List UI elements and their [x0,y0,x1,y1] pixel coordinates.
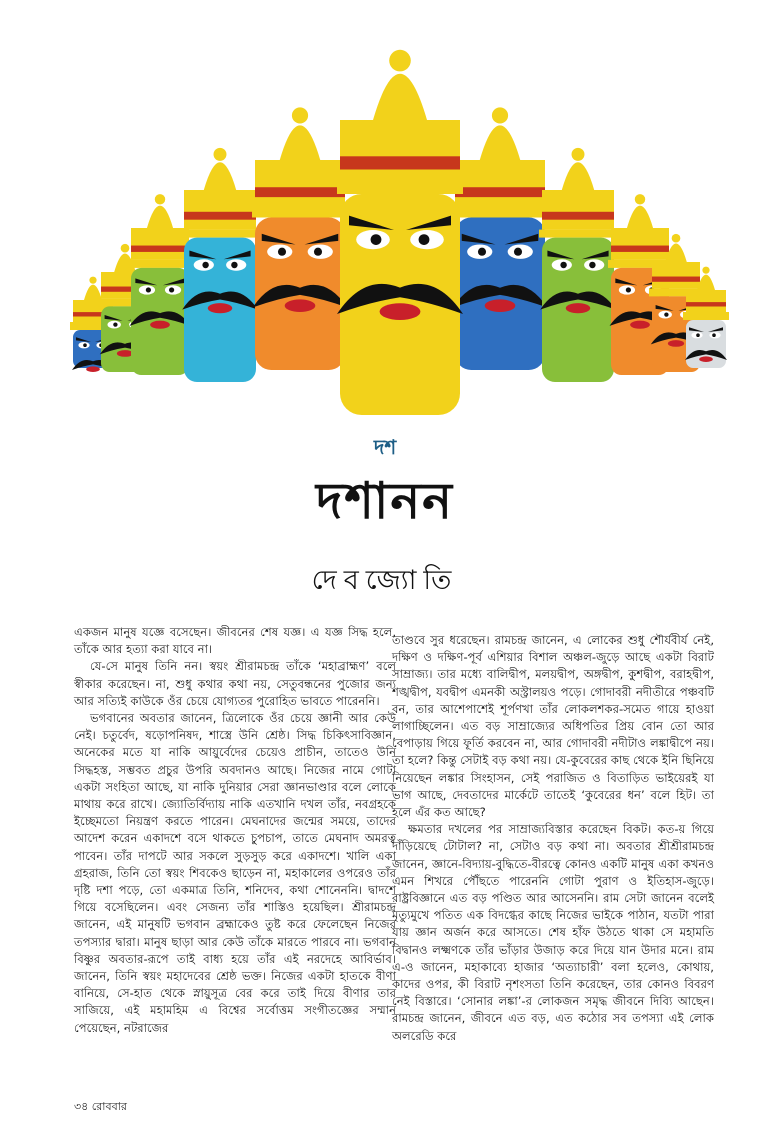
section-kicker: দশ [373,435,397,459]
page-number: ৩৪ [74,1100,89,1113]
crown-knob [89,277,96,284]
crown-rim [252,210,348,218]
crown-band [255,187,345,197]
pupil [146,287,151,292]
crown-rim [181,230,259,238]
crown [184,190,256,230]
crown-spire [562,162,594,190]
pupil [231,262,237,268]
ravana-head [539,148,617,382]
crown-rim [683,312,729,320]
ravana-illustration [0,0,770,420]
article-title: দশানন [315,472,455,530]
crown-band [611,246,669,252]
crown-spire [627,206,653,228]
crown-band [184,212,256,220]
paragraph: ক্ষমতার দখলের পর সাম্রাজ্যবিস্তার করেছেন বিকট। কত-য় গিয়ে দাঁড়িয়েছে টোটাল? না, সেটাও বড় কথা না। অবতার শ্রীশ্রীরামচন্দ্র জানেন, জ্ঞানে-বিদ্যায়-বুদ্ধিতে-বীরত্বে কোনও একটি মানুষ একা কখনও এমন শিখরে পৌঁছতে পারেননি গোটা পুরাণ ও ইতিহাস-জুড়ে। রাষ্ট্রবিজ্ঞানে এত বড় পণ্ডিত আর আসেননি। রাম সেটা জানেন বলেই মৃত্যুমুখে পতিত এক বিদগ্ধের কাছে নিজের ভাইকে পাঠান, যতটা পারা যায় জ্ঞান অর্জন করে আসতে। শেষ হাঁফ উঠতে থাকা সে মহামতি বিদ্বানও লক্ষ্মণকে তাঁর ভাঁড়ার উজাড় করে দিয়ে যান উদার মনে। রাম এ-ও জানেন, মহাকাব্যে হাজার ‘অত্যাচারী’ বলা হলেও, কোথায়, কাদের ওপর, কী বিরাট নৃশংসতা তিনি করেছেন, তার কোনও বিবরণ নেই বিস্তারে। ‘সোনার লঙ্কা’-র লোকজন সমৃদ্ধ জীবনে দিব্যি আছেন। রামচন্দ্র জানেন, জীবনে এত বড়, এত কঠোর সব তপস্যা এই লোক অলরেডি করে [392,822,714,1043]
pupil [696,333,700,337]
crown [611,228,669,260]
pupil [371,234,382,245]
crown-spire [147,206,173,228]
pupil [314,248,322,256]
lips [117,350,133,357]
crown [131,228,189,260]
ravana-head [452,107,548,370]
pupil [712,333,716,337]
crown-knob [672,234,681,243]
lips [566,303,590,313]
publication-name: রোববার [91,1100,127,1113]
crown-knob [121,244,130,253]
pupil [514,248,522,256]
lips [86,366,100,372]
crown-knob [214,148,227,161]
lips [699,356,713,362]
paragraph: একজন মানুষ যজ্ঞে বসেছেন। জীবনের শেষ যজ্ঞ। এ যজ্ঞ সিদ্ধ হলে, তাঁকে আর হত্যা করা যাবে না। [74,625,396,657]
crown-band [340,156,460,169]
crown [542,190,614,230]
crown-spire [84,285,102,300]
crown-spire [204,162,236,190]
crown-knob [155,194,165,204]
crown-spire [480,125,521,160]
column-right [392,632,714,1045]
paragraph: ভগবানের অবতার জানেন, ত্রিলোকে ওঁর চেয়ে জ্ঞানী আর কেউ নেই। চতুর্বেদ, ষড়োপনিষদ, শাস্ত্রে উনি শ্রেষ্ঠ। সিদ্ধ চিকিৎসাবিজ্ঞান, অনেকের মতে যা নাকি আয়ুর্বেদের চেয়েও প্রাচীন, তাতেও উনি সিদ্ধহস্ত, সম্ভবত প্রচুর উপরি অবদানও আছে। নিজের নামে গোটা একটা সংহিতা আছে, যা নাকি দুনিয়ার সেরা জ্ঞানভাণ্ডার বলে লোকে মাথায় করে রাখে। জ্যোতির্বিদ্যায় নাকি এতখানি দখল তাঁর, নবগ্রহকে ইচ্ছেমতো নিয়ন্ত্রণ করতে পারেন। মেঘনাদের জন্মের সময়ে, তাদের আদেশ করেন একাদশে বসে থাকতে চুপচাপ, তাতে মেঘনাদ অমরত্ব পাবেন। তাঁর দাপটে আর সকলে সুড়সুড় করে একাদশে। খালি একা গ্রহরাজ, তিনি তো স্বয়ং শিবকেও ছাড়েন না, মহাকালের ওপরেও তাঁর দৃষ্টি দশা পড়ে, তো একমাত্র তিনি, শনিদেব, কথা শোনেননি। দ্বাদশে গিয়ে বসেছিলেন। এবং সেজন্য তাঁর শাস্তিও হয়েছিল। শ্রীরামচন্দ্র জানেন, এই মানুষটি ভগবান ব্রহ্মাকেও তুষ্ট করে ফেলেছেন নিজের তপস্যার দ্বারা। মানুষ ছাড়া আর কেউ তাঁকে মারতে পারবে না। ভগবান বিষ্ণুর অবতার-রূপে তাই বাধ্য হয়ে তাঁর এই নরদেহে আবির্ভাব। জানেন, তিনি স্বয়ং মহাদেবের শ্রেষ্ঠ ভক্ত। নিজের একটা হাতকে বীণা বানিয়ে, সে-হাত থেকে স্নায়ুসূত্র বের করে তাই দিয়ে বীণার তার সাজিয়ে, এই মহামহিম এ বিশ্বের সর্বোত্তম সংগীতজ্ঞের সম্মান পেয়েছেন, নটরাজের [74,711,396,1035]
pupil [626,287,631,292]
ravana-head [337,50,463,415]
crown [340,120,460,186]
pupil [589,262,595,268]
lips [208,303,232,313]
pupil [278,248,286,256]
lips [630,321,650,329]
column-left [74,624,396,1037]
crown-knob [635,194,645,204]
ravana-head [252,107,348,370]
crown-band [455,187,545,197]
paragraph: যে-সে মানুষ তিনি নন। স্বয়ং শ্রীরামচন্দ্র তাঁকে ‘মহাব্রাহ্মণ’ বলে স্বীকার করেছেন। না, শুধু কথার কথা নয়, সেতুবন্ধনের পুজোর জন্য আর সত্যিই কাউকে ওঁর চেয়ে যোগ্যতর পুরোহিত ভাবতে পারেননি। [74,659,396,708]
crown-knob [572,148,585,161]
lips [485,299,516,312]
lips [380,303,421,320]
crown-band [652,277,700,282]
crown [255,160,345,210]
crown-band [131,246,189,252]
crown-spire [280,125,321,160]
crown-knob [492,107,508,123]
ravana-head [128,194,192,375]
pupil [202,262,208,268]
page-footer [74,1098,127,1117]
author-byline: দেবজ্যোতি [311,565,459,596]
crown-knob [702,267,709,274]
paragraph: তাণ্ডবে সুর ধরেছেন। রামচন্দ্র জানেন, এ লোকের শুধু শৌর্যবীর্য নেই, দক্ষিণ ও দক্ষিণ-পূর্ব এশিয়ার বিশাল অঞ্চল-জুড়ে আছে একটা বিরাট সাম্রাজ্য। তার মধ্যে বালিদ্বীপ, মলয়দ্বীপ, অঙ্গদ্বীপ, কুশদ্বীপ, বরাহদ্বীপ, শঙ্খদ্বীপ, যবদ্বীপ এমনকী অস্ট্রালয়ও পড়ে। গোদাবরী নদীতীরে পঞ্চবটি বন, তার আশেপাশেই শূর্পণখা তাঁর লোকলশকর-সমেত গায়ে হাওয়া লাগাচ্ছিলেন। এত বড় সাম্রাজ্যের অধিপতির প্রিয় বোন তো আর বেপাড়ায় গিয়ে ফূর্তি করবেন না, আর গোদাবরী নদীটাও লঙ্কাদ্বীপে নয়। তা হলে? কিন্তু সেটাই বড় কথা নয়। যে-কুবেরের কাছ থেকে ইনি ছিনিয়ে নিয়েছেন লঙ্কার সিংহাসন, সেই পরাজিত ও বিতাড়িত ভাইয়েরই যা ভাগ আছে, দেবতাদের মার্কেটে তাতেই ‘কুবেরের ধন’ বলে হিট। তা হলে এঁর কত আছে? [392,633,714,820]
pupil [560,262,566,268]
crown-band [686,302,726,306]
pupil [169,287,174,292]
pupil [478,248,486,256]
crown-spire [373,74,427,120]
crown-band [542,212,614,220]
crown-knob [292,107,308,123]
pupil [113,322,117,326]
crown [652,262,700,288]
lips [150,321,170,329]
crown-knob [389,50,411,72]
crown [686,290,726,312]
pupil [664,312,668,316]
lips [668,340,684,347]
crown-rim [452,210,548,218]
crown [455,160,545,210]
crown-rim [128,260,192,268]
pupil [83,343,87,347]
crown-rim [337,186,463,194]
crown-rim [539,230,617,238]
pupil [419,234,430,245]
lips [285,299,316,312]
ravana-head [181,148,259,382]
